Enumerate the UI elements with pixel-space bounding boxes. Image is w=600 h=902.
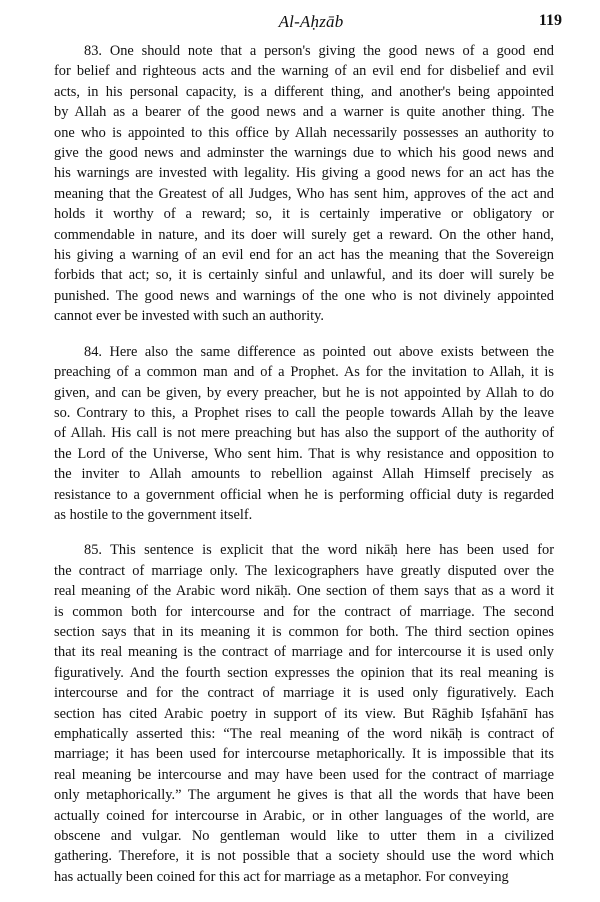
note-84-paragraph xyxy=(54,342,554,526)
text-line: obscene and vulgar. No gentleman would like to utter them in a civilized xyxy=(54,828,554,845)
text-line: section has cited Arabic poetry in support of its view. But Rāghib Iṣfahānī has xyxy=(54,705,554,722)
text-line: of Allah. His call is not mere preaching but has also the support of the authority of xyxy=(54,425,554,442)
text-line: only metaphorically.” The argument he gives is that all the words that have been xyxy=(54,787,554,804)
text-line: 83. One should note that a person's giving the good news of a good end xyxy=(84,43,554,59)
text-line: 84. Here also the same difference as pointed out above exists between the xyxy=(84,343,554,360)
text-line: figuratively. And the fourth section expresses the opinion that its real meaning is xyxy=(54,664,554,681)
text-line: his warnings are invested with legality. His giving a good news for an act has the xyxy=(54,165,554,182)
text-line: commendable in nature, and its doer will surely get a reward. On the other hand, xyxy=(54,226,554,243)
text-line: has actually been coined for this act for marriage as a metaphor. For conveying xyxy=(54,868,509,885)
text-line: for belief and righteous acts and the warning of an evil end for disbelief and evil xyxy=(54,63,554,80)
text-line: the Lord of the Universe, Who sent him. That is why resistance and opposition to xyxy=(54,445,554,462)
text-line: is common both for intercourse and for the contract of marriage. The second xyxy=(54,603,554,620)
text-line: section says that in its meaning it is common for both. The third section opines xyxy=(54,623,554,640)
text-line: acts, in his personal capacity, is a different thing, and another's being appointed xyxy=(54,83,554,100)
text-line: punished. The good news and warnings of the one who is not divinely appointed xyxy=(54,287,554,304)
text-line: the contract of marriage only. The lexicographers have greatly disputed over the xyxy=(54,562,554,579)
text-line: that its real meaning is the contract of marriage and for intercourse it is used only xyxy=(54,644,554,661)
text-line: 85. This sentence is explicit that the word nikāḥ here has been used for xyxy=(84,542,554,559)
text-line: his giving a warning of an evil end for an act has the meaning that the Sovereign xyxy=(54,247,554,264)
text-line: gathering. Therefore, it is not possible that a society should use the word which xyxy=(54,848,554,865)
text-line: the inviter to Allah amounts to rebellion against Allah Himself precisely as xyxy=(54,466,554,483)
page-header xyxy=(52,12,570,36)
text-line: give the good news and adminster the warnings due to which his good news and xyxy=(54,145,554,162)
running-title: Al-Aḥzāb xyxy=(278,12,344,31)
text-line: holds it worthy of a reward; so, it is certainly imperative or obligatory or xyxy=(54,206,554,223)
text-line: cannot ever be invested with such an authority. xyxy=(54,308,325,325)
body-text xyxy=(54,41,554,902)
note-83-paragraph xyxy=(54,41,554,327)
text-line: as hostile to the government itself. xyxy=(54,506,253,523)
page-number: 119 xyxy=(538,12,562,29)
text-line: real meaning be intercourse and may have been used for the contract of marriage xyxy=(54,766,554,783)
text-line: preaching of a common man and of a Prophet. As for the invitation to Allah, it is xyxy=(54,364,554,381)
text-line: given, and can be given, by every preacher, but he is not appointed by Allah to do xyxy=(54,384,554,401)
text-line: one who is appointed to this office by Allah necessarily possesses an authority to xyxy=(54,124,554,141)
text-line: resistance to a government official when he is performing official duty is regarded xyxy=(54,486,554,503)
text-line: meaning that the Greatest of all Judges, Who has sent him, approves of the act and xyxy=(54,185,554,202)
text-line: by Allah as a bearer of the good news and a warner is quite another thing. The xyxy=(54,104,554,121)
text-line: so. Contrary to this, a Prophet rises to call the people towards Allah by the leave xyxy=(54,404,554,421)
text-line: actually coined for intercourse in Arabic, or in other languages of the world, are xyxy=(54,807,554,824)
text-line: intercourse and for the contract of marriage it is used only figuratively. Each xyxy=(54,685,554,702)
note-85-paragraph xyxy=(54,540,554,887)
text-line: real meaning of the Arabic word nikāḥ. One section of them says that as a word it xyxy=(54,583,554,600)
text-line: emphatically asserted this: “The real meaning of the word nikāḥ is contract of xyxy=(54,726,554,742)
text-line: marriage; it has been used for intercourse metaphorically. It is impossible that its xyxy=(54,746,554,763)
text-line: forbids that act; so, it is certainly sinful and unlawful, and its doer will surely be xyxy=(54,267,554,284)
